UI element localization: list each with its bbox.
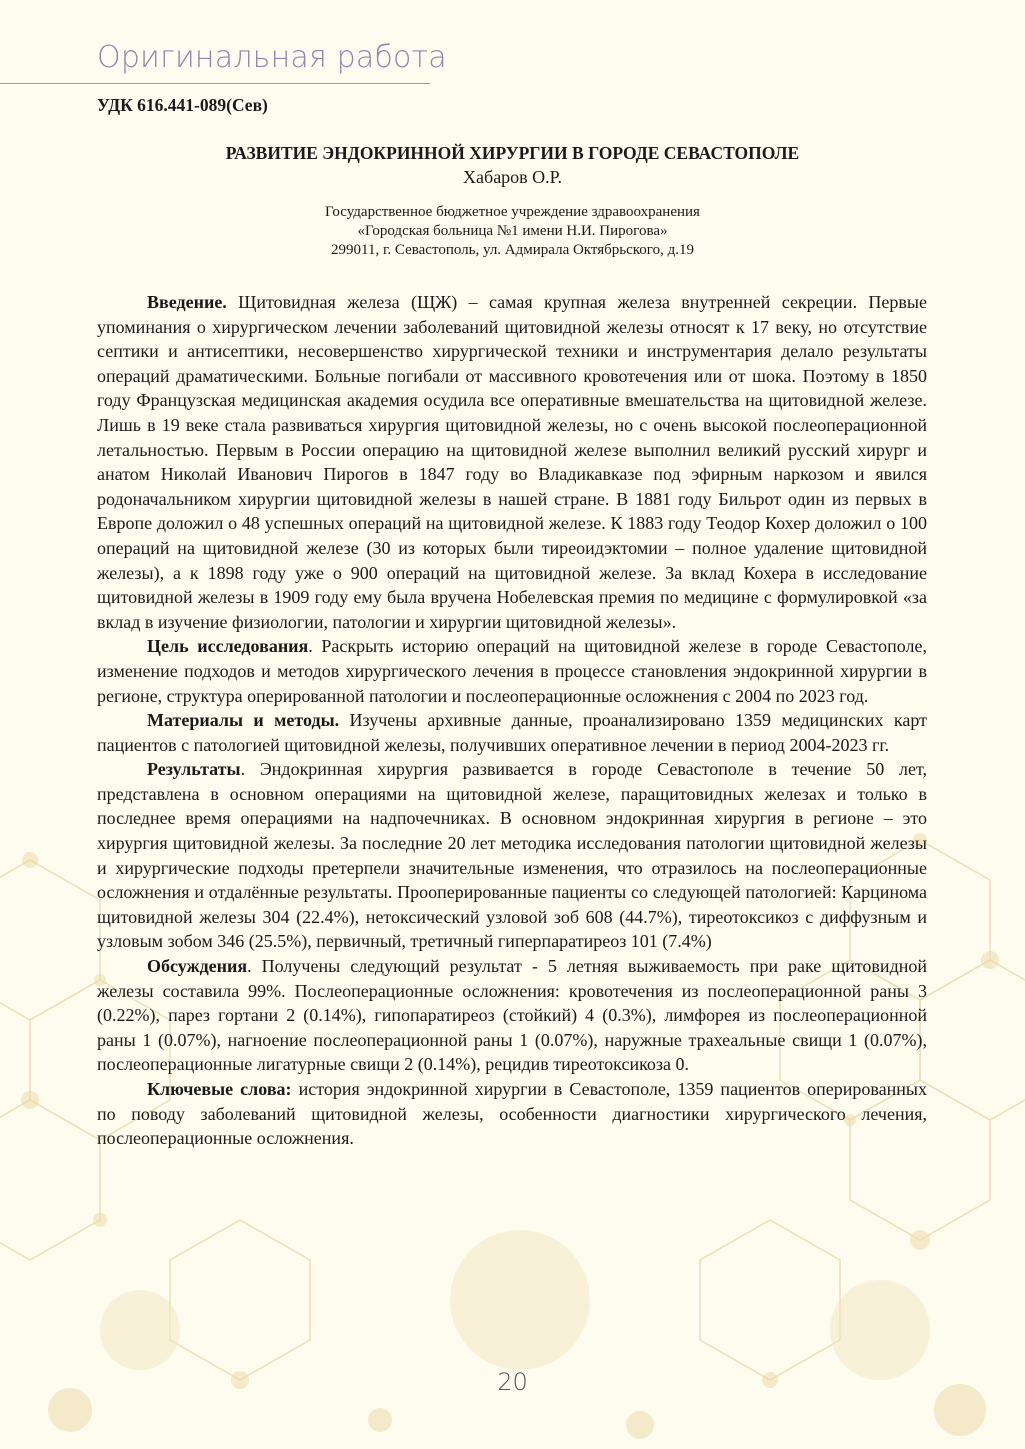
section-aim xyxy=(97,634,927,708)
section-text: история эндокринной хирургии в Севастополе, 1359 пациентов оперированных по поводу заболеваний щитовидной железы, особенности диагностики хирургического лечения, послеоперационные осложнения. xyxy=(97,1079,927,1149)
section-label: Оригинальная работа xyxy=(97,40,447,75)
section-text: . Получены следующий результат - 5 летняя выживаемость при раке щитовидной железы составила 99%. Послеоперационные осложнения: кровотечения из послеоперационной раны 3 (0.22%), парез гортани 2 (0.14%), гипопаратиреоз (стойкий) 4 (0.3%), лимфорея из послеоперационной раны 1 (0.07%), нагноение послеоперационной раны 1 (0.07%), наружные трахеальные свищи 1 (0.07%), послеоперационные лигатурные свищи 2 (0.14%), рецидив тиреотоксикоза 0. xyxy=(97,956,927,1075)
section-text: Щитовидная железа (ЩЖ) – самая крупная железа внутренней секреции. Первые упоминания о хирургическом лечении заболеваний щитовидной железы относят к 17 веку, но отсутствие септики и антисептики, несовершенство хирургической техники и инструментария делало результаты операций драматическими. Больные погибали от массивного кровотечения или от шока. Поэтому в 1850 году Французская медицинская академия осудила все оперативные вмешательства на щитовидной железе. Лишь в 19 веке стала развиваться хирургия щитовидной железы, но с очень высокой послеоперационной летальностью. Первым в России операцию на щитовидной железе выполнил великий русский хирург и анатом Николай Иванович Пирогов в 1847 году во Владикавказе под эфирным наркозом и явился родоначальником хирургии щитовидной железы в нашей стране. В 1881 году Бильрот один из первых в Европе доложил о 48 успешных операций на щитовидной железе. К 1883 году Теодор Кохер доложил о 100 операций на щитовидной железе (30 из которых были тиреоидэктомии – полное удаление щитовидной железы), а к 1898 году уже о 900 операций на щитовидной железе. За вклад Кохера в исследование щитовидной железы в 1909 году ему была вручена Нобелевская премия по медицине с формулировкой «за вклад в изучение физиологии, патологии и хирургии щитовидной железы». xyxy=(97,292,927,632)
section-keywords xyxy=(97,1077,927,1151)
section-methods xyxy=(97,708,927,757)
section-heading: Результаты xyxy=(147,759,241,780)
section-discussion xyxy=(97,954,927,1077)
affiliation xyxy=(0,203,1025,260)
article-authors: Хабаров О.Р. xyxy=(463,167,562,187)
section-heading: Обсуждения xyxy=(147,956,248,977)
section-introduction xyxy=(97,290,927,634)
section-text: . Раскрыть историю операций на щитовидной железе в городе Севастополе, изменение подходов и методов хирургического лечения в процессе становления эндокринной хирургии в регионе, структура оперированной патологии и послеоперационные осложнения с 2004 по 2023 год. xyxy=(97,636,927,706)
section-text: Изучены архивные данные, проанализировано 1359 медицинских карт пациентов с патологией щитовидной железы, получивших оперативное лечении в период 2004-2023 гг. xyxy=(97,710,927,755)
section-results xyxy=(97,757,927,954)
affiliation-line: 299011, г. Севастополь, ул. Адмирала Октябрьского, д.19 xyxy=(331,242,694,258)
section-heading: Введение. xyxy=(147,292,227,312)
section-text: . Эндокринная хирургия развивается в городе Севастополе в течение 50 лет, представлена в основном операциями на щитовидной железе, паращитовидных железах и только в последнее время операциями на надпочечниках. В основном эндокринная хирургия в регионе – это хирургия щитовидной железы. За последние 20 лет методика исследования патологии щитовидной железы и хирургические подходы претерпели значительные изменения, что отразилось на послеоперационные осложнения и отдалённые результаты. Прооперированные пациенты со следующей патологией: Карцинома щитовидной железы 304 (22.4%), нетоксический узловой зоб 608 (44.7%), тиреотоксикоз с диффузным и узловым зобом 346 (25.5%), первичный, третичный гиперпаратиреоз 101 (7.4%) xyxy=(97,759,927,952)
article-title: РАЗВИТИЕ ЭНДОКРИННОЙ ХИРУРГИИ В ГОРОДЕ СЕВАСТОПОЛЕ xyxy=(225,143,800,163)
affiliation-line: «Городская больница №1 имени Н.И. Пирогова» xyxy=(357,223,668,239)
section-heading: Ключевые слова: xyxy=(147,1079,292,1099)
section-heading: Материалы и методы. xyxy=(147,710,340,731)
affiliation-line: Государственное бюджетное учреждение здравоохранения xyxy=(325,204,700,220)
udc-code: УДК 616.441-089(Сев) xyxy=(97,95,268,115)
article-body xyxy=(97,290,927,1151)
page-number: 20 xyxy=(497,1368,528,1396)
section-heading: Цель исследования xyxy=(147,636,309,657)
header-divider xyxy=(0,83,430,84)
